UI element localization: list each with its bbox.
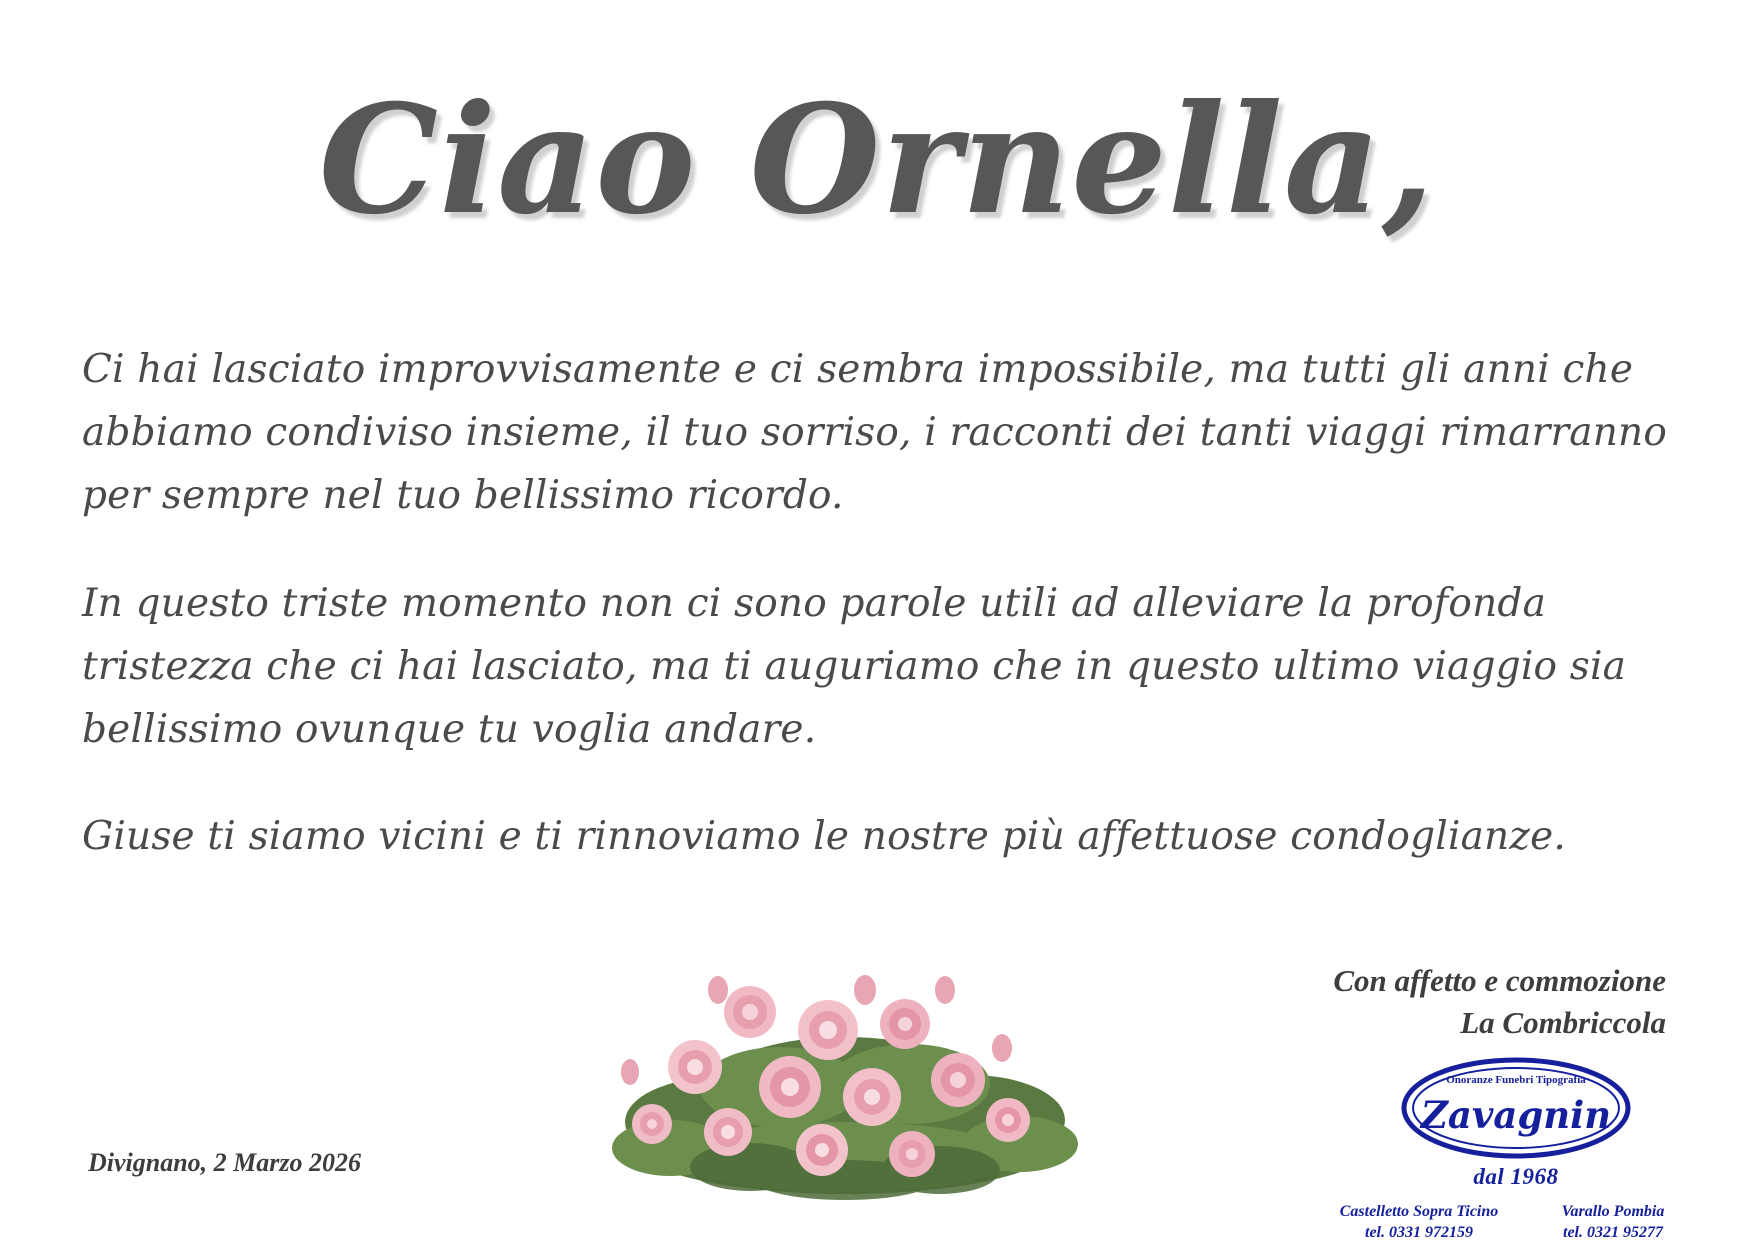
branch-varallo-phone: tel. 0321 95277 bbox=[1563, 1223, 1663, 1241]
branch-varallo-name: Varallo Pombia bbox=[1561, 1203, 1665, 1220]
signature bbox=[1333, 960, 1666, 1044]
message-paragraph-1: Ci hai lasciato improvvisamente e ci sembra impossibile, ma tutti gli anni che abbiamo condiviso insieme, il tuo sorriso, i racconti dei tanti viaggi rimarranno per sempre nel tuo bellissimo ricordo. bbox=[82, 347, 1668, 519]
svg-text:Zavagnin: Zavagnin bbox=[1420, 1093, 1612, 1137]
branch-castelletto-phone: tel. 0331 972159 bbox=[1365, 1223, 1473, 1241]
signature-line-2: La Combriccola bbox=[1460, 1004, 1666, 1040]
branch-castelletto bbox=[1322, 1202, 1516, 1244]
message-paragraph-3: Giuse ti siamo vicini e ti rinnoviamo le nostre più affettuose condoglianze. bbox=[82, 814, 1566, 860]
branch-castelletto-name: Castelletto Sopra Ticino bbox=[1339, 1203, 1499, 1220]
logo-since-label: dal 1968 bbox=[1473, 1164, 1559, 1189]
svg-text:Onoranze Funebri Tipografia: Onoranze Funebri Tipografia bbox=[1446, 1074, 1586, 1086]
memorial-message bbox=[82, 338, 1672, 868]
message-paragraph-2: In questo triste momento non ci sono parole utili ad alleviare la profonda tristezza che ci hai lasciato, ma ti auguriamo che in questo ultimo viaggio sia bellissimo ovunque tu voglia andare. bbox=[82, 580, 1627, 752]
roses-bouquet-icon bbox=[600, 952, 1090, 1202]
signature-line-1: Con affetto e commozione bbox=[1333, 963, 1666, 998]
funeral-home-logo bbox=[1316, 1056, 1716, 1244]
branch-varallo bbox=[1516, 1202, 1710, 1244]
zavagnin-logo-oval bbox=[1400, 1056, 1632, 1160]
logo-contacts bbox=[1316, 1202, 1716, 1244]
page-title: Ciao Ornella, bbox=[318, 72, 1436, 248]
place-date: Divignano, 2 Marzo 2026 bbox=[88, 1148, 362, 1177]
